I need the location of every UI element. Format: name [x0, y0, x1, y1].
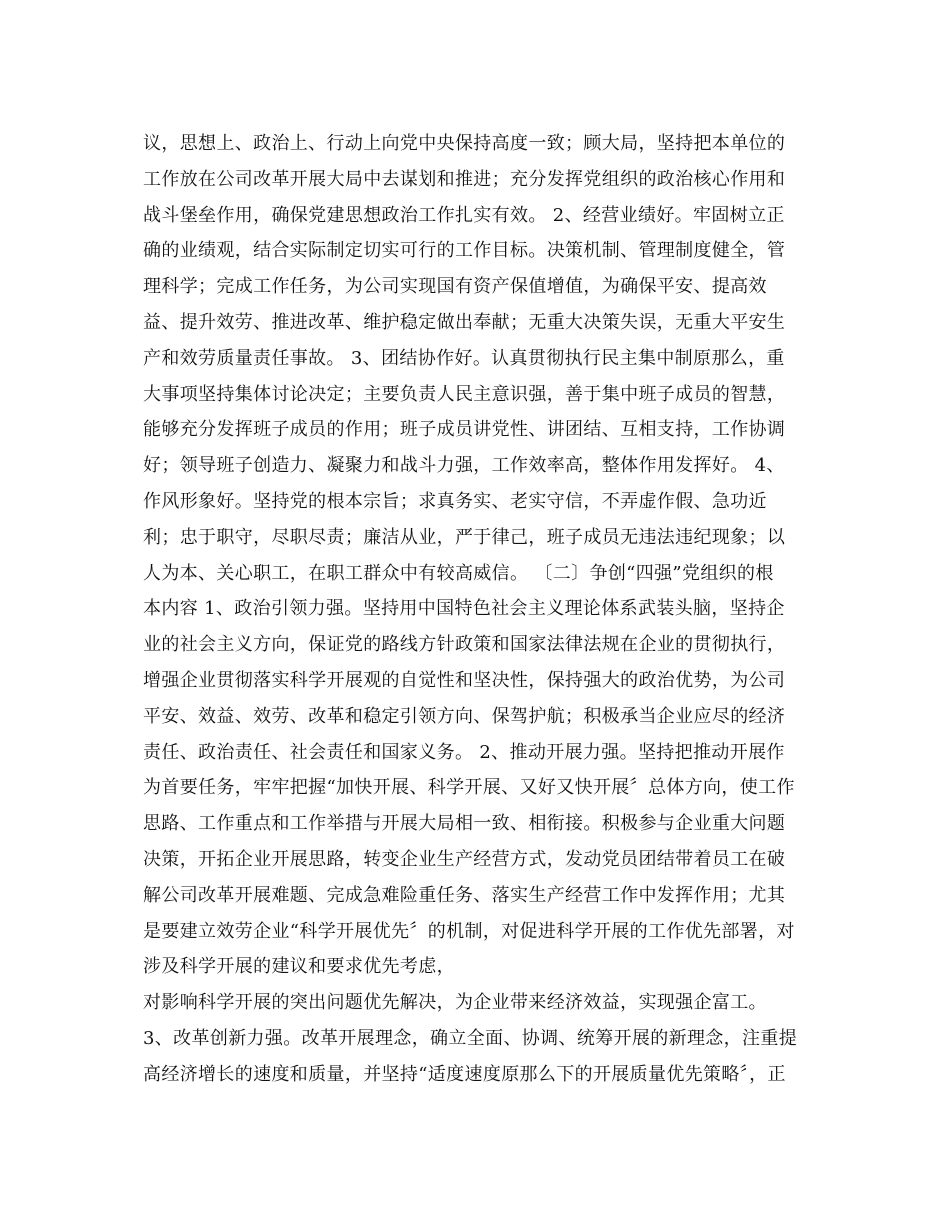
text-line: 思路、工作重点和工作举措与开展大局相一致、相衔接。积极参与企业重大问题 [143, 813, 786, 835]
text-line: 是要建立效劳企业“科学开展优先〞的机制，对促进科学开展的工作优先部署，对 [143, 920, 795, 942]
text-line: 3、改革创新力强。改革开展理念，确立全面、协调、统筹开展的新理念，注重提 [143, 1027, 798, 1049]
text-line: 涉及科学开展的建议和要求优先考虑， [143, 956, 455, 978]
text-line: 利；忠于职守，尽职尽责；廉洁从业，严于律己，班子成员无违法违纪现象；以 [143, 526, 786, 548]
text-line: 确的业绩观，结合实际制定切实可行的工作目标。决策机制、管理制度健全，管 [143, 240, 786, 262]
text-line: 增强企业贯彻落实科学开展观的自觉性和坚决性，保持强大的政治优势，为公司 [143, 669, 786, 691]
text-line: 议，思想上、政治上、行动上向党中央保持高度一致；顾大局，坚持把本单位的 [143, 133, 786, 154]
text-line: 好；领导班子创造力、凝聚力和战斗力强，工作效率高，整体作用发挥好。 4、 [143, 455, 785, 477]
text-line: 理科学；完成工作任务，为公司实现国有资产保值增值，为确保平安、提高效 [143, 276, 767, 298]
body-text [143, 126, 813, 1093]
text-line: 责任、政治责任、社会责任和国家义务。 2、推动开展力强。坚持把推动开展作 [143, 741, 785, 763]
text-line: 战斗堡垒作用，确保党建思想政治工作扎实有效。 2、经营业绩好。牢固树立正 [143, 204, 785, 226]
text-line: 决策，开拓企业开展思路，转变企业生产经营方式，发动党员团结带着员工在破 [143, 848, 786, 870]
text-line: 业的社会主义方向，保证党的路线方针政策和国家法律法规在企业的贯彻执行， [143, 634, 786, 656]
text-line: 对影响科学开展的突出问题优先解决，为企业带来经济效益，实现强企富工。 [143, 992, 767, 1014]
text-line: 平安、效益、效劳、改革和稳定引领方向、保驾护航；积极承当企业应尽的经济 [143, 705, 786, 727]
text-line: 为首要任务，牢牢把握“加快开展、科学开展、又好又快开展〞总体方向，使工作 [143, 777, 795, 799]
text-line: 高经济增长的速度和质量，并坚持“适度速度原那么下的开展质量优先策略〞，正 [143, 1063, 786, 1085]
text-line: 大事项坚持集体讨论决定；主要负责人民主意识强，善于集中班子成员的智慧， [143, 383, 786, 405]
text-line: 益、提升效劳、推进改革、维护稳定做出奉献；无重大决策失误，无重大平安生 [143, 311, 786, 333]
text-line: 人为本、关心职工，在职工群众中有较高威信。 〔二〕争创“四强”党组织的根 [143, 562, 774, 584]
text-line: 工作放在公司改革开展大局中去谋划和推进；充分发挥党组织的政治核心作用和 [143, 168, 786, 190]
text-line: 解公司改革开展难题、完成急难险重任务、落实生产经营工作中发挥作用；尤其 [143, 884, 786, 906]
text-line: 能够充分发挥班子成员的作用；班子成员讲党性、讲团结、互相支持，工作协调 [143, 419, 786, 441]
text-line: 作风形象好。坚持党的根本宗旨；求真务实、老实守信，不弄虚作假、急功近 [143, 490, 767, 512]
text-line: 产和效劳质量责任事故。 3、团结协作好。认真贯彻执行民主集中制原那么，重 [143, 347, 785, 369]
text-line: 本内容 1、政治引领力强。坚持用中国特色社会主义理论体系武装头脑，坚持企 [143, 598, 785, 620]
